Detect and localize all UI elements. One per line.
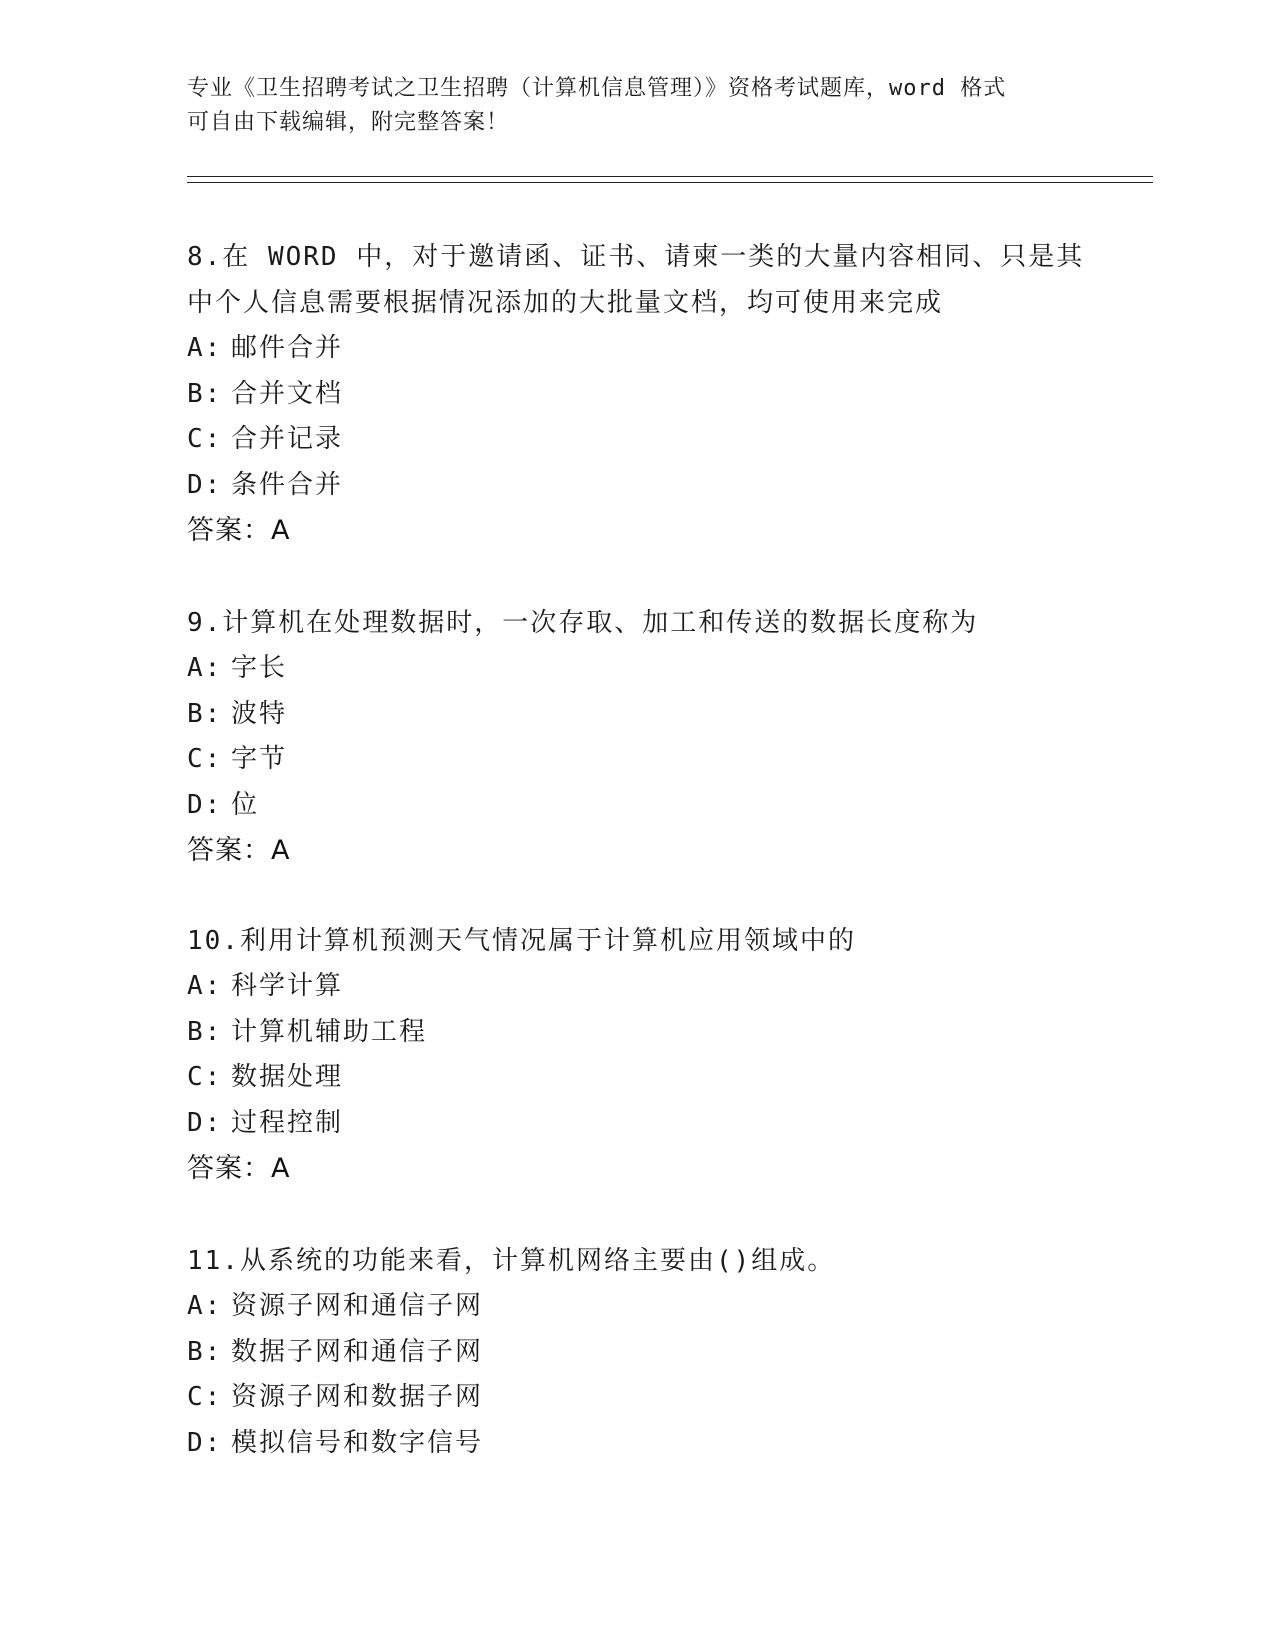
option-letter: B: [187,1336,223,1367]
option-text: 合并文档 [231,378,344,409]
question-stem: 11.从系统的功能来看，计算机网络主要由()组成。 [187,1246,836,1276]
question-stem: 9.计算机在处理数据时，一次存取、加工和传送的数据长度称为 [187,608,979,638]
option-text: 合并记录 [231,424,344,454]
option-c [187,417,1087,463]
option-text: 字长 [231,653,288,683]
option-text: 位 [231,789,260,820]
option-c [187,1375,1087,1421]
option-letter: B: [187,1016,223,1047]
question-10 [187,918,1087,1192]
option-c [187,737,1087,783]
option-letter: A: [187,333,223,363]
question-11 [187,1238,1087,1466]
option-b [187,1010,1087,1056]
option-c [187,1055,1087,1101]
option-letter: B: [187,698,223,729]
option-d [187,1421,1087,1467]
option-text: 数据子网和通信子网 [231,1336,484,1367]
option-text: 资源子网和通信子网 [231,1291,484,1321]
option-b [187,692,1087,738]
question-8 [187,234,1087,554]
option-a [187,1284,1087,1330]
option-letter: D: [187,1107,223,1138]
option-text: 字节 [231,744,288,774]
question-stem: 8.在 WORD 中，对于邀请函、证书、请柬一类的大量内容相同、只是其 [187,242,1085,272]
option-text: 资源子网和数据子网 [231,1382,484,1412]
option-letter: A: [187,1291,223,1321]
option-text: 科学计算 [231,971,344,1001]
option-letter: C: [187,424,223,454]
option-a [187,326,1087,372]
option-text: 模拟信号和数字信号 [231,1427,484,1458]
question-9 [187,600,1087,874]
option-text: 条件合并 [231,469,344,500]
option-b [187,372,1087,418]
option-letter: D: [187,789,223,820]
document-header [187,72,1067,140]
answer-line: 答案：A [187,515,291,546]
option-letter: B: [187,378,223,409]
question-stem: 10.利用计算机预测天气情况属于计算机应用领域中的 [187,926,856,956]
option-letter: A: [187,653,223,683]
answer-line: 答案：A [187,835,291,866]
option-text: 数据处理 [231,1062,344,1092]
header-divider-top [187,176,1153,177]
option-text: 波特 [231,698,288,729]
option-letter: C: [187,1382,223,1412]
option-letter: C: [187,1062,223,1092]
option-letter: D: [187,469,223,500]
header-line-2: 可自由下载编辑，附完整答案！ [187,110,510,135]
header-line-1: 专业《卫生招聘考试之卫生招聘（计算机信息管理）》资格考试题库，word 格式 [187,76,1007,101]
option-d [187,463,1087,509]
header-divider-bottom [187,182,1153,183]
option-letter: D: [187,1427,223,1458]
option-d [187,783,1087,829]
option-letter: C: [187,744,223,774]
option-a [187,646,1087,692]
option-text: 计算机辅助工程 [231,1016,428,1047]
option-a [187,964,1087,1010]
option-text: 过程控制 [231,1107,344,1138]
answer-line: 答案：A [187,1153,291,1184]
question-stem-continued: 中个人信息需要根据情况添加的大批量文档，均可使用来完成 [187,288,944,318]
option-d [187,1101,1087,1147]
option-text: 邮件合并 [231,333,344,363]
option-letter: A: [187,971,223,1001]
option-b [187,1330,1087,1376]
